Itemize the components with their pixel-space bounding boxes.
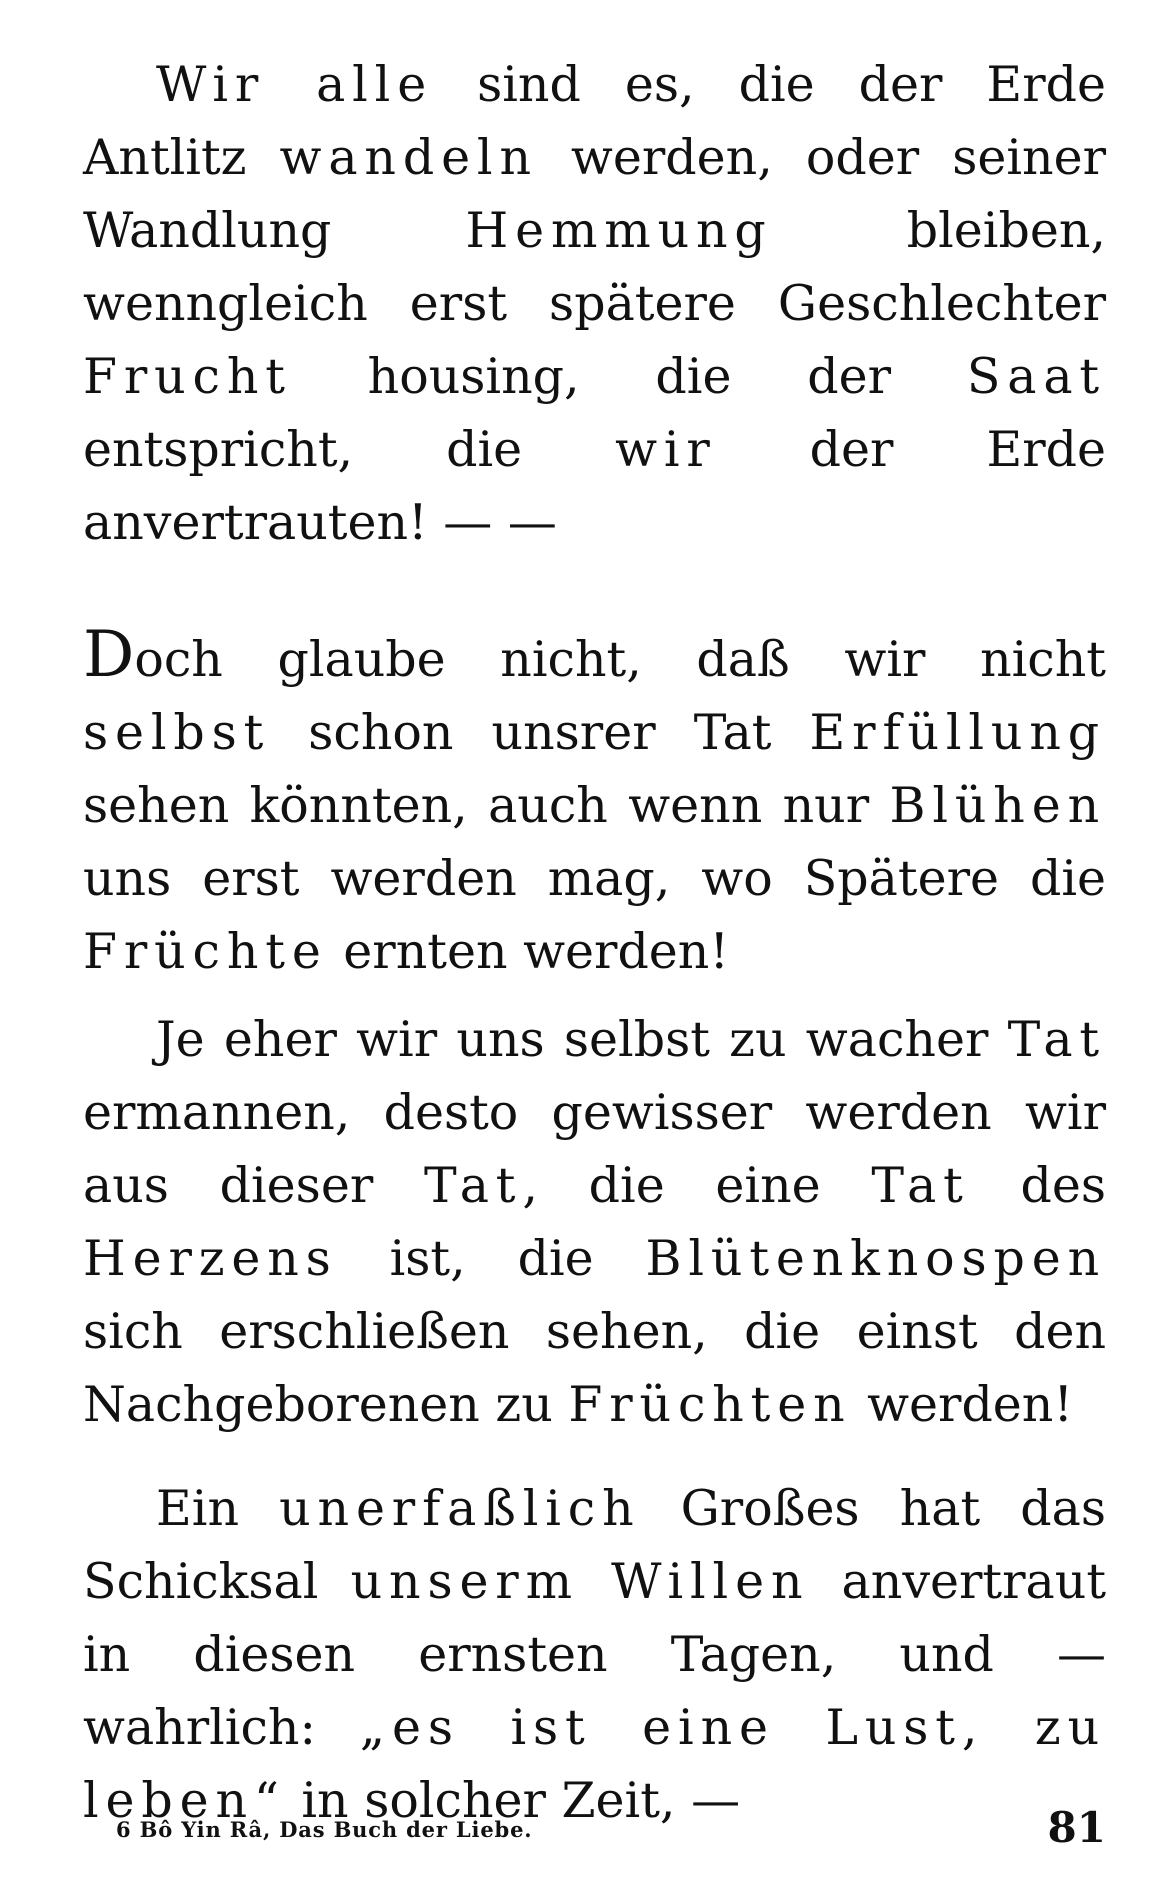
spaced-text: unerfaßlich — [279, 1480, 641, 1537]
spaced-text: Herzens — [83, 1230, 338, 1287]
spaced-text: wandeln — [279, 129, 538, 186]
spaced-text: unserm — [350, 1553, 579, 1610]
text-run: uns erst werden mag, wo Spätere die — [83, 850, 1106, 907]
drop-cap: D — [83, 618, 135, 692]
spaced-text: Saat — [966, 348, 1106, 405]
text-run: sehen könnten, auch wenn nur — [83, 777, 890, 834]
text-run: Ein — [156, 1480, 280, 1537]
text-run: ermannen, desto gewisser werden wir aus dieser — [83, 1084, 1106, 1214]
book-page — [83, 40, 1106, 1880]
spaced-text: Hemmung — [465, 202, 773, 259]
paragraph-1 — [83, 48, 1106, 559]
page-number: 81 — [1047, 1803, 1106, 1852]
text-run: schon unsrer Tat — [270, 704, 810, 761]
spaced-text: Tat — [423, 1157, 523, 1214]
spaced-text: Erfüllung — [809, 704, 1106, 761]
text-run: werden! — [851, 1376, 1074, 1433]
spaced-text: ir alle — [212, 56, 434, 113]
spaced-text: wir — [615, 421, 717, 478]
text-run: , die eine — [522, 1157, 872, 1214]
spaced-text: Blühen — [889, 777, 1106, 834]
text-run: W — [156, 56, 213, 113]
text-run: die der — [655, 348, 967, 405]
text-run: sich erschließen sehen, die einst den Nachgeborenen zu — [83, 1303, 1106, 1433]
text-run: bleiben, wenngleich erst spätere — [83, 202, 1106, 332]
text-run: der Erde anvertrauten! — — — [83, 421, 1106, 551]
text-run: sind es, die der Erde Antlitz — [83, 56, 1106, 186]
text-run: entspricht, die — [83, 421, 616, 478]
spaced-text: „es ist eine Lust, zu leben“ — [83, 1699, 1106, 1829]
text-run — [579, 1553, 611, 1610]
text-run: anvertraut in diesen ernsten Tagen, und — wahrlich: — [83, 1553, 1107, 1756]
text-run: des — [969, 1157, 1106, 1214]
spaced-text: Früchten — [568, 1376, 852, 1433]
text-run: in solcher Zeit, — — [285, 1772, 741, 1829]
spaced-text: Tat — [871, 1157, 970, 1214]
text-run: werden, oder seiner Wandlung — [83, 129, 1106, 259]
spaced-text: Tat — [1007, 1011, 1106, 1068]
text-run: och glaube nicht, daß wir nicht — [134, 631, 1106, 688]
text-run: ernten werden! — [327, 923, 730, 980]
text-run: ist, die — [337, 1230, 646, 1287]
spaced-text: selbst — [83, 704, 271, 761]
paragraph-4 — [83, 1472, 1106, 1837]
text-run: Großes hat das Schicksal — [83, 1480, 1106, 1610]
spaced-text: Willen — [611, 1553, 810, 1610]
text-run: Geschlechter — [735, 275, 1106, 332]
spaced-text: Blütenknospen — [645, 1230, 1106, 1287]
text-run: , — [564, 348, 656, 405]
text-run: housing — [291, 348, 565, 405]
paragraph-2 — [83, 618, 1106, 988]
signature-note: 6 Bô Yin Râ, Das Buch der Liebe. — [116, 1817, 533, 1842]
spaced-text: Früchte — [83, 923, 328, 980]
page-footer — [83, 1803, 1106, 1853]
text-run: Je eher wir uns selbst zu wacher — [156, 1011, 1008, 1068]
spaced-text: Frucht — [83, 348, 292, 405]
paragraph-3 — [83, 1003, 1106, 1441]
